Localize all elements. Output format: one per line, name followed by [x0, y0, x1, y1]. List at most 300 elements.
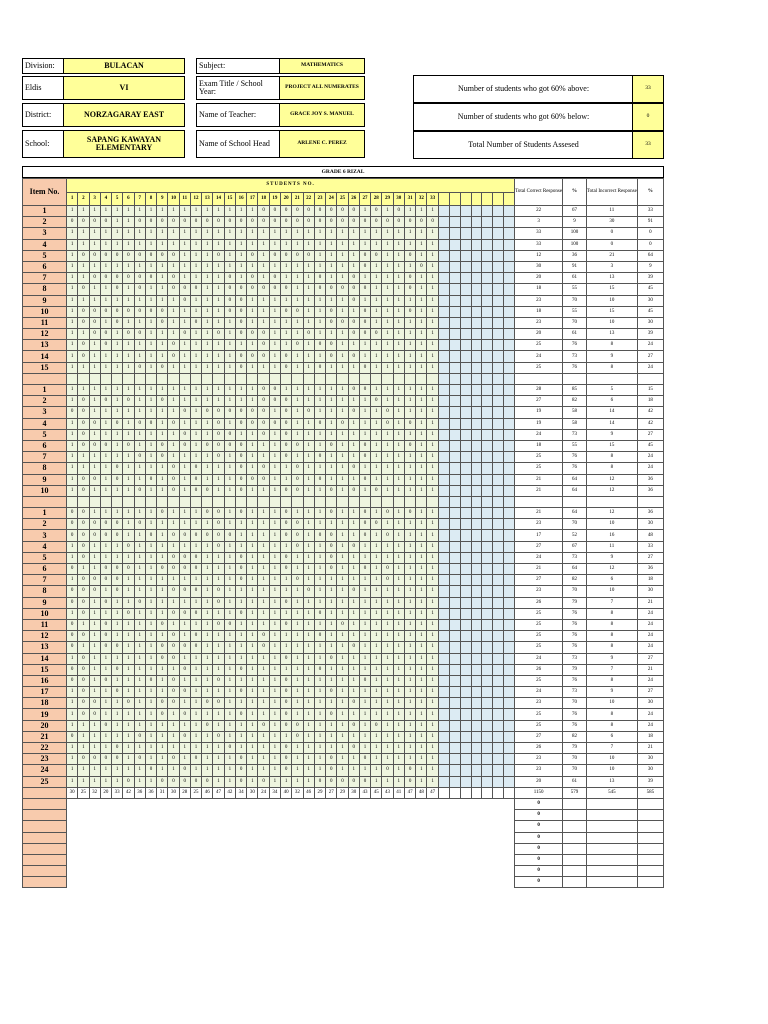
response-cell: 1: [281, 273, 292, 284]
response-cell: 0: [145, 765, 156, 776]
response-cell: 0: [89, 317, 100, 328]
response-cell: 1: [213, 631, 224, 642]
response-cell: 1: [235, 675, 246, 686]
response-cell: 1: [337, 440, 348, 451]
response-cell: 1: [393, 340, 404, 351]
response-cell: 1: [202, 575, 213, 586]
response-cell: 1: [145, 317, 156, 328]
response-cell: 0: [78, 754, 89, 765]
response-cell: 1: [134, 295, 145, 306]
response-cell: 1: [247, 575, 258, 586]
response-cell: 1: [134, 765, 145, 776]
response-cell: 1: [292, 664, 303, 675]
response-cell: 1: [348, 261, 359, 272]
response-cell: 0: [393, 206, 404, 217]
response-cell: 1: [416, 239, 427, 250]
response-cell: 0: [235, 552, 246, 563]
response-cell: 1: [427, 306, 438, 317]
response-cell: 0: [314, 340, 325, 351]
response-cell: 1: [213, 228, 224, 239]
response-cell: 1: [190, 228, 201, 239]
empty-cell: [493, 664, 504, 675]
empty-cell: [504, 273, 515, 284]
response-cell: 0: [78, 351, 89, 362]
response-cell: 1: [145, 295, 156, 306]
response-cell: 1: [190, 362, 201, 373]
response-cell: 0: [281, 362, 292, 373]
response-cell: 0: [134, 284, 145, 295]
total-incorrect-cell: 3: [586, 261, 637, 272]
empty-cell: [482, 418, 493, 429]
student-total-cell: 47: [213, 787, 224, 798]
response-cell: 0: [145, 418, 156, 429]
response-cell: 0: [371, 206, 382, 217]
response-cell: 1: [190, 351, 201, 362]
response-cell: 1: [348, 440, 359, 451]
empty-cell: [449, 485, 460, 496]
empty-cell: [504, 418, 515, 429]
item-number: [23, 843, 67, 854]
response-cell: 1: [168, 317, 179, 328]
response-cell: 0: [404, 250, 415, 261]
response-cell: 1: [213, 485, 224, 496]
empty-cell: [449, 709, 460, 720]
student-number-header: 15: [224, 192, 235, 206]
response-cell: 0: [66, 664, 77, 675]
response-cell: 1: [202, 284, 213, 295]
response-cell: 1: [326, 675, 337, 686]
response-cell: 1: [393, 474, 404, 485]
response-cell: 0: [168, 552, 179, 563]
empty-cell: [460, 765, 471, 776]
response-cell: 1: [157, 586, 168, 597]
response-cell: 1: [359, 597, 370, 608]
response-cell: 1: [258, 552, 269, 563]
empty-row: [23, 798, 664, 809]
response-cell: 1: [416, 586, 427, 597]
response-cell: 1: [314, 261, 325, 272]
response-cell: 0: [66, 564, 77, 575]
response-cell: 1: [382, 675, 393, 686]
empty-cell: [460, 743, 471, 754]
response-cell: 1: [100, 608, 111, 619]
response-cell: 1: [134, 541, 145, 552]
response-cell: 0: [359, 362, 370, 373]
response-cell: 1: [382, 687, 393, 698]
response-cell: 1: [269, 765, 280, 776]
response-cell: 1: [326, 463, 337, 474]
response-cell: 0: [123, 273, 134, 284]
response-cell: 1: [258, 675, 269, 686]
response-cell: 1: [404, 317, 415, 328]
response-cell: 0: [78, 474, 89, 485]
response-cell: 0: [247, 418, 258, 429]
student-number-header: 7: [134, 192, 145, 206]
response-cell: 1: [303, 273, 314, 284]
total-incorrect-cell: [586, 832, 637, 843]
empty-cell: [493, 340, 504, 351]
response-cell: 1: [123, 720, 134, 731]
empty-cell: [438, 452, 449, 463]
response-cell: 1: [404, 429, 415, 440]
student-total-cell: 36: [145, 787, 156, 798]
empty-cell: [493, 743, 504, 754]
response-cell: 1: [235, 239, 246, 250]
response-cell: 1: [145, 564, 156, 575]
response-cell: 0: [292, 541, 303, 552]
response-cell: 0: [179, 765, 190, 776]
total-correct-cell: 27: [515, 731, 563, 742]
total-incorrect-cell: 10: [586, 295, 637, 306]
response-cell: 1: [134, 440, 145, 451]
pct-incorrect-cell: 0: [637, 228, 663, 239]
total-correct-cell: 25: [515, 362, 563, 373]
response-cell: 1: [348, 474, 359, 485]
empty-cell: [438, 720, 449, 731]
empty-cell: [471, 564, 482, 575]
response-cell: 1: [281, 261, 292, 272]
response-cell: 0: [314, 530, 325, 541]
response-cell: 1: [382, 463, 393, 474]
response-cell: 1: [145, 743, 156, 754]
response-cell: 1: [337, 519, 348, 530]
response-cell: 1: [100, 418, 111, 429]
empty-cell: [504, 776, 515, 787]
response-cell: 1: [359, 273, 370, 284]
response-cell: 1: [213, 396, 224, 407]
response-cell: 0: [314, 474, 325, 485]
response-cell: 1: [427, 776, 438, 787]
total-correct-cell: 25: [515, 720, 563, 731]
student-number-header: 6: [123, 192, 134, 206]
empty-cell: [504, 586, 515, 597]
response-cell: 0: [179, 664, 190, 675]
response-cell: 1: [269, 407, 280, 418]
response-cell: 1: [179, 541, 190, 552]
pct-incorrect-cell: [637, 496, 663, 507]
response-cell: 1: [371, 575, 382, 586]
division-label: Division:: [22, 58, 64, 74]
total-correct-cell: 23: [515, 519, 563, 530]
empty-cell: [460, 485, 471, 496]
response-cell: 0: [78, 530, 89, 541]
item-analysis-table: [22, 178, 664, 888]
response-cell: 1: [393, 664, 404, 675]
response-cell: 1: [78, 206, 89, 217]
empty-cell: [460, 564, 471, 575]
response-cell: 1: [78, 743, 89, 754]
response-cell: 0: [416, 217, 427, 228]
empty-cell: [460, 575, 471, 586]
response-cell: 1: [269, 575, 280, 586]
item-number: 9: [23, 295, 67, 306]
pct-incorrect-cell: 33: [637, 541, 663, 552]
response-cell: 1: [404, 631, 415, 642]
blank-span: [66, 798, 514, 809]
empty-cell: [449, 586, 460, 597]
response-cell: 1: [281, 642, 292, 653]
response-cell: 1: [427, 575, 438, 586]
response-cell: 0: [190, 776, 201, 787]
response-cell: 1: [371, 642, 382, 653]
response-cell: 0: [66, 675, 77, 686]
response-cell: 0: [168, 485, 179, 496]
response-cell: 1: [235, 206, 246, 217]
empty-cell: [460, 295, 471, 306]
response-cell: 1: [78, 228, 89, 239]
response-cell: 1: [224, 731, 235, 742]
response-cell: [179, 496, 190, 507]
response-cell: 1: [112, 295, 123, 306]
item-number: 22: [23, 743, 67, 754]
empty-cell: [449, 519, 460, 530]
response-cell: 1: [157, 552, 168, 563]
empty-cell: [438, 351, 449, 362]
response-cell: 1: [89, 385, 100, 396]
response-cell: 0: [258, 329, 269, 340]
response-cell: 0: [359, 675, 370, 686]
response-cell: 1: [100, 407, 111, 418]
response-cell: 1: [66, 485, 77, 496]
response-cell: 1: [269, 530, 280, 541]
response-cell: 1: [382, 709, 393, 720]
total-correct-cell: 18: [515, 306, 563, 317]
response-cell: 0: [281, 508, 292, 519]
total-incorrect-cell: 12: [586, 485, 637, 496]
response-cell: 0: [213, 217, 224, 228]
response-cell: 0: [326, 709, 337, 720]
response-cell: [134, 496, 145, 507]
response-cell: 0: [78, 508, 89, 519]
response-cell: 1: [258, 306, 269, 317]
response-cell: 0: [359, 519, 370, 530]
response-cell: 1: [359, 698, 370, 709]
response-cell: 1: [269, 754, 280, 765]
response-cell: 0: [179, 329, 190, 340]
response-cell: 1: [157, 675, 168, 686]
response-cell: 1: [179, 306, 190, 317]
student-number-header: 13: [202, 192, 213, 206]
empty-cell: [449, 698, 460, 709]
response-cell: 1: [314, 552, 325, 563]
response-cell: 1: [314, 250, 325, 261]
response-cell: 1: [416, 429, 427, 440]
response-cell: 0: [292, 720, 303, 731]
response-cell: 1: [371, 385, 382, 396]
table-row: [23, 261, 664, 272]
response-cell: 0: [112, 250, 123, 261]
response-cell: [281, 496, 292, 507]
empty-cell: [471, 664, 482, 675]
response-cell: 1: [303, 564, 314, 575]
response-cell: 0: [281, 351, 292, 362]
response-cell: 0: [359, 217, 370, 228]
response-cell: 1: [202, 228, 213, 239]
response-cell: 1: [292, 273, 303, 284]
response-cell: 1: [337, 452, 348, 463]
response-cell: 1: [213, 351, 224, 362]
response-cell: 1: [66, 776, 77, 787]
response-cell: 0: [371, 720, 382, 731]
response-cell: 0: [78, 284, 89, 295]
response-cell: 1: [235, 519, 246, 530]
pct-correct-cell: [563, 832, 587, 843]
total-incorrect-cell: 9: [586, 351, 637, 362]
empty-cell: [471, 474, 482, 485]
response-cell: 1: [314, 564, 325, 575]
response-cell: 1: [382, 653, 393, 664]
response-cell: 0: [168, 418, 179, 429]
students-no-header: STUDENTS NO.: [66, 179, 514, 193]
response-cell: 0: [281, 653, 292, 664]
total-correct-cell: 25: [515, 452, 563, 463]
empty-cell: [493, 463, 504, 474]
empty-cell: [482, 787, 493, 798]
response-cell: 1: [112, 407, 123, 418]
response-cell: 1: [213, 642, 224, 653]
response-cell: [78, 496, 89, 507]
response-cell: 0: [247, 329, 258, 340]
response-cell: 0: [235, 608, 246, 619]
empty-cell: [460, 261, 471, 272]
response-cell: 1: [123, 631, 134, 642]
empty-cell: [449, 720, 460, 731]
response-cell: 0: [157, 564, 168, 575]
response-cell: 0: [66, 597, 77, 608]
pct-incorrect-cell: 27: [637, 429, 663, 440]
response-cell: 0: [314, 362, 325, 373]
response-cell: 1: [393, 239, 404, 250]
response-cell: 1: [224, 720, 235, 731]
response-cell: 0: [382, 575, 393, 586]
response-cell: [112, 496, 123, 507]
response-cell: 0: [66, 631, 77, 642]
total-incorrect-cell: [586, 821, 637, 832]
response-cell: 1: [123, 261, 134, 272]
empty-cell: [438, 642, 449, 653]
response-cell: 1: [416, 564, 427, 575]
response-cell: 1: [292, 362, 303, 373]
response-cell: 1: [427, 765, 438, 776]
response-cell: 0: [281, 429, 292, 440]
response-cell: [157, 373, 168, 384]
item-number: 15: [23, 664, 67, 675]
item-number: 7: [23, 273, 67, 284]
response-cell: 1: [359, 407, 370, 418]
response-cell: [168, 496, 179, 507]
response-cell: 0: [235, 306, 246, 317]
response-cell: 1: [269, 340, 280, 351]
response-cell: [404, 496, 415, 507]
pct-incorrect-header: %: [637, 179, 663, 206]
student-number-header-empty: [471, 192, 482, 206]
empty-cell: [471, 619, 482, 630]
response-cell: 1: [382, 698, 393, 709]
item-number: 7: [23, 575, 67, 586]
response-cell: 1: [123, 429, 134, 440]
response-cell: 1: [202, 731, 213, 742]
response-cell: 0: [202, 508, 213, 519]
student-total-cell: 43: [382, 787, 393, 798]
response-cell: 1: [190, 261, 201, 272]
response-cell: 1: [314, 597, 325, 608]
response-cell: 1: [326, 642, 337, 653]
response-cell: [89, 496, 100, 507]
pct-correct-cell: 70: [563, 698, 587, 709]
response-cell: 1: [371, 552, 382, 563]
response-cell: 0: [247, 351, 258, 362]
empty-cell: [493, 362, 504, 373]
empty-cell: [493, 541, 504, 552]
empty-row: [23, 821, 664, 832]
response-cell: 1: [190, 418, 201, 429]
below-60-label: Number of students who got 60% below:: [413, 103, 634, 131]
response-cell: 1: [348, 709, 359, 720]
empty-cell: [482, 284, 493, 295]
response-cell: 1: [157, 687, 168, 698]
pct-correct-cell: 76: [563, 675, 587, 686]
total-correct-cell: 25: [515, 608, 563, 619]
response-cell: 0: [157, 653, 168, 664]
response-cell: 0: [157, 317, 168, 328]
response-cell: 1: [382, 485, 393, 496]
response-cell: 1: [145, 485, 156, 496]
response-cell: 1: [337, 709, 348, 720]
response-cell: 1: [213, 362, 224, 373]
total-incorrect-cell: 15: [586, 306, 637, 317]
response-cell: 0: [371, 329, 382, 340]
response-cell: 1: [416, 552, 427, 563]
response-cell: 1: [416, 273, 427, 284]
total-correct-cell: 20: [515, 776, 563, 787]
response-cell: 0: [314, 273, 325, 284]
response-cell: 0: [157, 508, 168, 519]
response-cell: 0: [281, 206, 292, 217]
empty-cell: [471, 754, 482, 765]
response-cell: 1: [202, 362, 213, 373]
student-total-cell: 29: [314, 787, 325, 798]
table-row: [23, 743, 664, 754]
empty-cell: [471, 317, 482, 328]
pct-correct-cell: 58: [563, 418, 587, 429]
response-cell: 1: [100, 385, 111, 396]
response-cell: 1: [258, 228, 269, 239]
response-cell: 1: [145, 541, 156, 552]
response-cell: 1: [326, 396, 337, 407]
response-cell: 0: [213, 541, 224, 552]
response-cell: 1: [190, 675, 201, 686]
response-cell: 0: [269, 396, 280, 407]
response-cell: 1: [337, 754, 348, 765]
response-cell: 0: [314, 631, 325, 642]
response-cell: 1: [100, 452, 111, 463]
response-cell: 1: [224, 474, 235, 485]
response-cell: 0: [179, 709, 190, 720]
response-cell: 1: [269, 642, 280, 653]
total-correct-cell: 0: [515, 866, 563, 877]
response-cell: 1: [427, 273, 438, 284]
response-cell: 1: [190, 519, 201, 530]
empty-cell: [471, 452, 482, 463]
response-cell: 0: [179, 687, 190, 698]
empty-cell: [493, 597, 504, 608]
response-cell: 1: [145, 340, 156, 351]
total-incorrect-cell: 8: [586, 675, 637, 686]
response-cell: 1: [190, 295, 201, 306]
response-cell: 1: [427, 396, 438, 407]
response-cell: 1: [112, 351, 123, 362]
response-cell: 1: [89, 295, 100, 306]
